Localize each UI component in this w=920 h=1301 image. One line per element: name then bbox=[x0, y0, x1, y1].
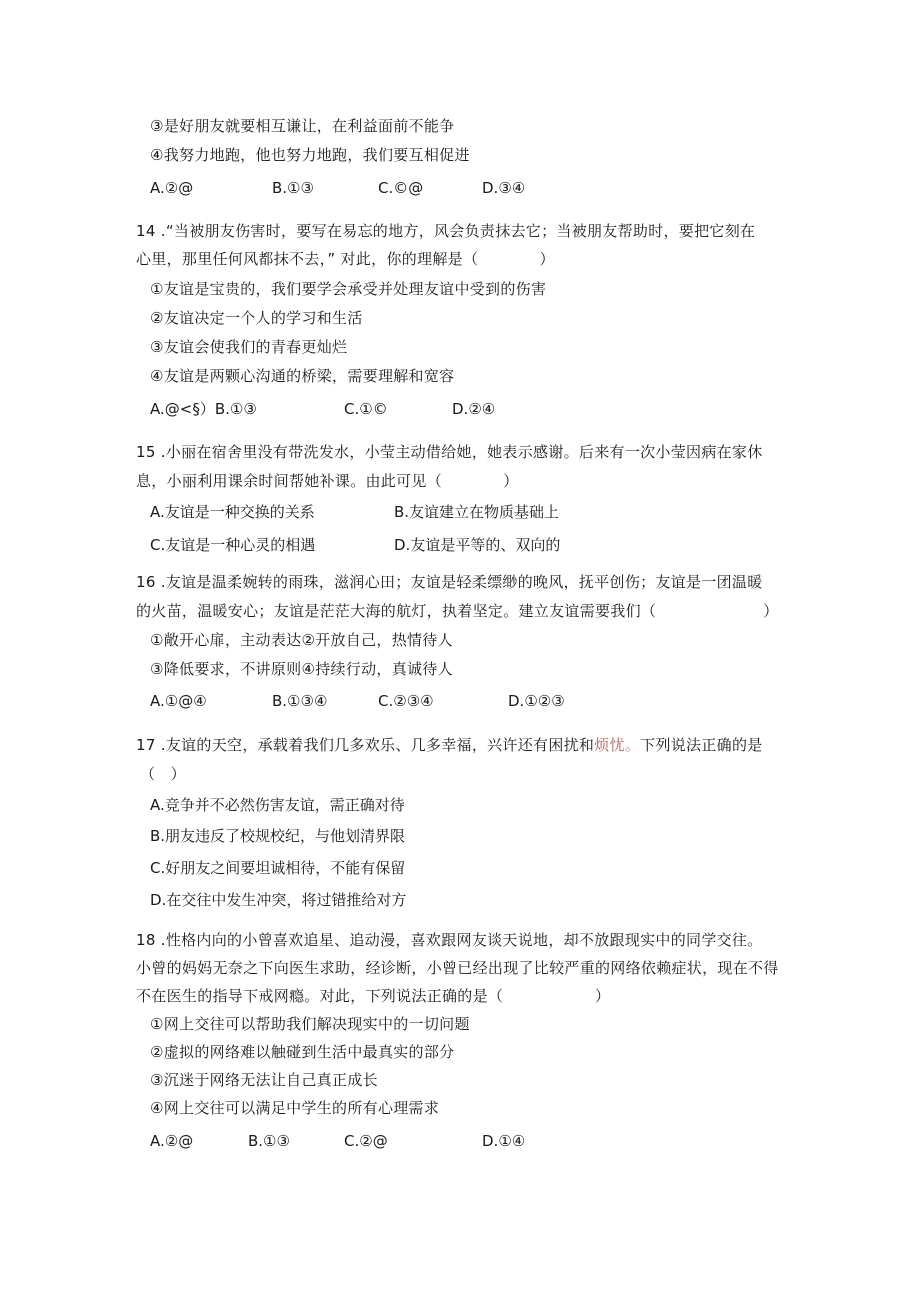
q14-option-ab: A.@<§）B.①③ bbox=[150, 400, 257, 418]
q18-item-3: ③沉迷于网络无法让自己真正成长 bbox=[150, 1071, 378, 1089]
q14-stem-line2: 心里，那里任何风都抹不去，” 对此，你的理解是（ ） bbox=[136, 250, 555, 268]
q13-option-c: C.©@ bbox=[378, 179, 424, 197]
q17-stem-tail: 下列说法正确的是 bbox=[640, 736, 763, 754]
q16-stem-line1: 16 .友谊是温柔婉转的雨珠，滋润心田；友谊是轻柔缥缈的晚风，抚平创伤；友谊是一团温暖 bbox=[136, 573, 763, 591]
q17-stem-text: 17 .友谊的天空，承载着我们几多欢乐、几多幸福，兴许还有困扰和 bbox=[136, 736, 595, 754]
q14-item-4: ④友谊是两颗心沟通的桥梁，需要理解和宽容 bbox=[150, 367, 455, 385]
q18-stem-line3: 不在医生的指导下戒网瘾。对此，下列说法正确的是（ ） bbox=[136, 987, 611, 1005]
q18-option-d: D.①④ bbox=[482, 1132, 526, 1150]
q17-option-d: D.在交往中发生冲突，将过错推给对方 bbox=[150, 891, 407, 909]
q18-item-4: ④网上交往可以满足中学生的所有心理需求 bbox=[150, 1099, 440, 1117]
q13-item-4: ④我努力地跑，他也努力地跑，我们要互相促进 bbox=[150, 146, 470, 164]
q16-option-b: B.①③④ bbox=[272, 692, 328, 710]
q14-item-2: ②友谊决定一个人的学习和生活 bbox=[150, 309, 363, 327]
q17-option-b: B.朋友违反了校规校纪，与他划清界限 bbox=[150, 827, 406, 845]
q14-stem-line1: 14 .“当被朋友伤害时，要写在易忘的地方，风会负责抹去它；当被朋友帮助时，要把它刻在 bbox=[136, 222, 756, 240]
q15-stem-line2: 息，小丽利用课余时间帮她补课。由此可见（ ） bbox=[136, 472, 519, 490]
q14-item-3: ③友谊会使我们的青春更灿烂 bbox=[150, 338, 348, 356]
q15-option-b: B.友谊建立在物质基础上 bbox=[394, 503, 560, 521]
q18-option-b: B.①③ bbox=[248, 1132, 290, 1150]
q18-item-2: ②虚拟的网络难以触碰到生活中最真实的部分 bbox=[150, 1043, 455, 1061]
q17-option-c: C.好朋友之间要坦诚相待，不能有保留 bbox=[150, 859, 406, 877]
q17-stem-line1 bbox=[136, 735, 763, 755]
q18-stem-line2: 小曾的妈妈无奈之下向医生求助，经诊断，小曾已经出现了比较严重的网络依赖症状，现在不得 bbox=[136, 959, 779, 977]
q13-option-b: B.①③ bbox=[272, 179, 314, 197]
q13-item-3: ③是好朋友就要相互谦让，在利益面前不能争 bbox=[150, 117, 455, 135]
q17-stem-highlight: 烦忧。 bbox=[594, 736, 641, 754]
q14-option-c: C.①© bbox=[344, 400, 388, 418]
q13-option-a: A.②@ bbox=[150, 179, 194, 197]
q16-option-c: C.②③④ bbox=[378, 692, 434, 710]
q18-item-1: ①网上交往可以帮助我们解决现实中的一切问题 bbox=[150, 1015, 470, 1033]
q15-option-c: C.友谊是一种心灵的相遇 bbox=[150, 536, 316, 554]
q14-option-d: D.②④ bbox=[452, 400, 496, 418]
q16-item-2: ③降低要求，不讲原则④持续行动，真诚待人 bbox=[150, 660, 453, 678]
q16-option-a: A.①@④ bbox=[150, 692, 207, 710]
q16-option-d: D.①②③ bbox=[508, 692, 565, 710]
q16-stem-line2: 的火苗，温暖安心；友谊是茫茫大海的航灯，执着坚定。建立友谊需要我们（ ） bbox=[136, 602, 779, 620]
q18-stem-line1: 18 .性格内向的小曾喜欢追星、追动漫，喜欢跟网友谈天说地，却不放跟现实中的同学交往。 bbox=[136, 931, 763, 949]
q15-option-a: A.友谊是一种交换的关系 bbox=[150, 503, 315, 521]
q13-option-d: D.③④ bbox=[482, 179, 526, 197]
q18-option-c: C.②@ bbox=[344, 1132, 388, 1150]
q18-option-a: A.②@ bbox=[150, 1132, 194, 1150]
q14-item-1: ①友谊是宝贵的，我们要学会承受并处理友谊中受到的伤害 bbox=[150, 280, 547, 298]
q16-item-1: ①敞开心扉，主动表达②开放自己，热情待人 bbox=[150, 631, 453, 649]
q17-answer-bracket: （ ） bbox=[140, 765, 186, 783]
q15-stem-line1: 15 .小丽在宿舍里没有带洗发水，小莹主动借给她，她表示感谢。后来有一次小莹因病在家休 bbox=[136, 443, 763, 461]
q15-option-d: D.友谊是平等的、双向的 bbox=[394, 536, 561, 554]
q17-option-a: A.竞争并不必然伤害友谊，需正确对待 bbox=[150, 796, 405, 814]
